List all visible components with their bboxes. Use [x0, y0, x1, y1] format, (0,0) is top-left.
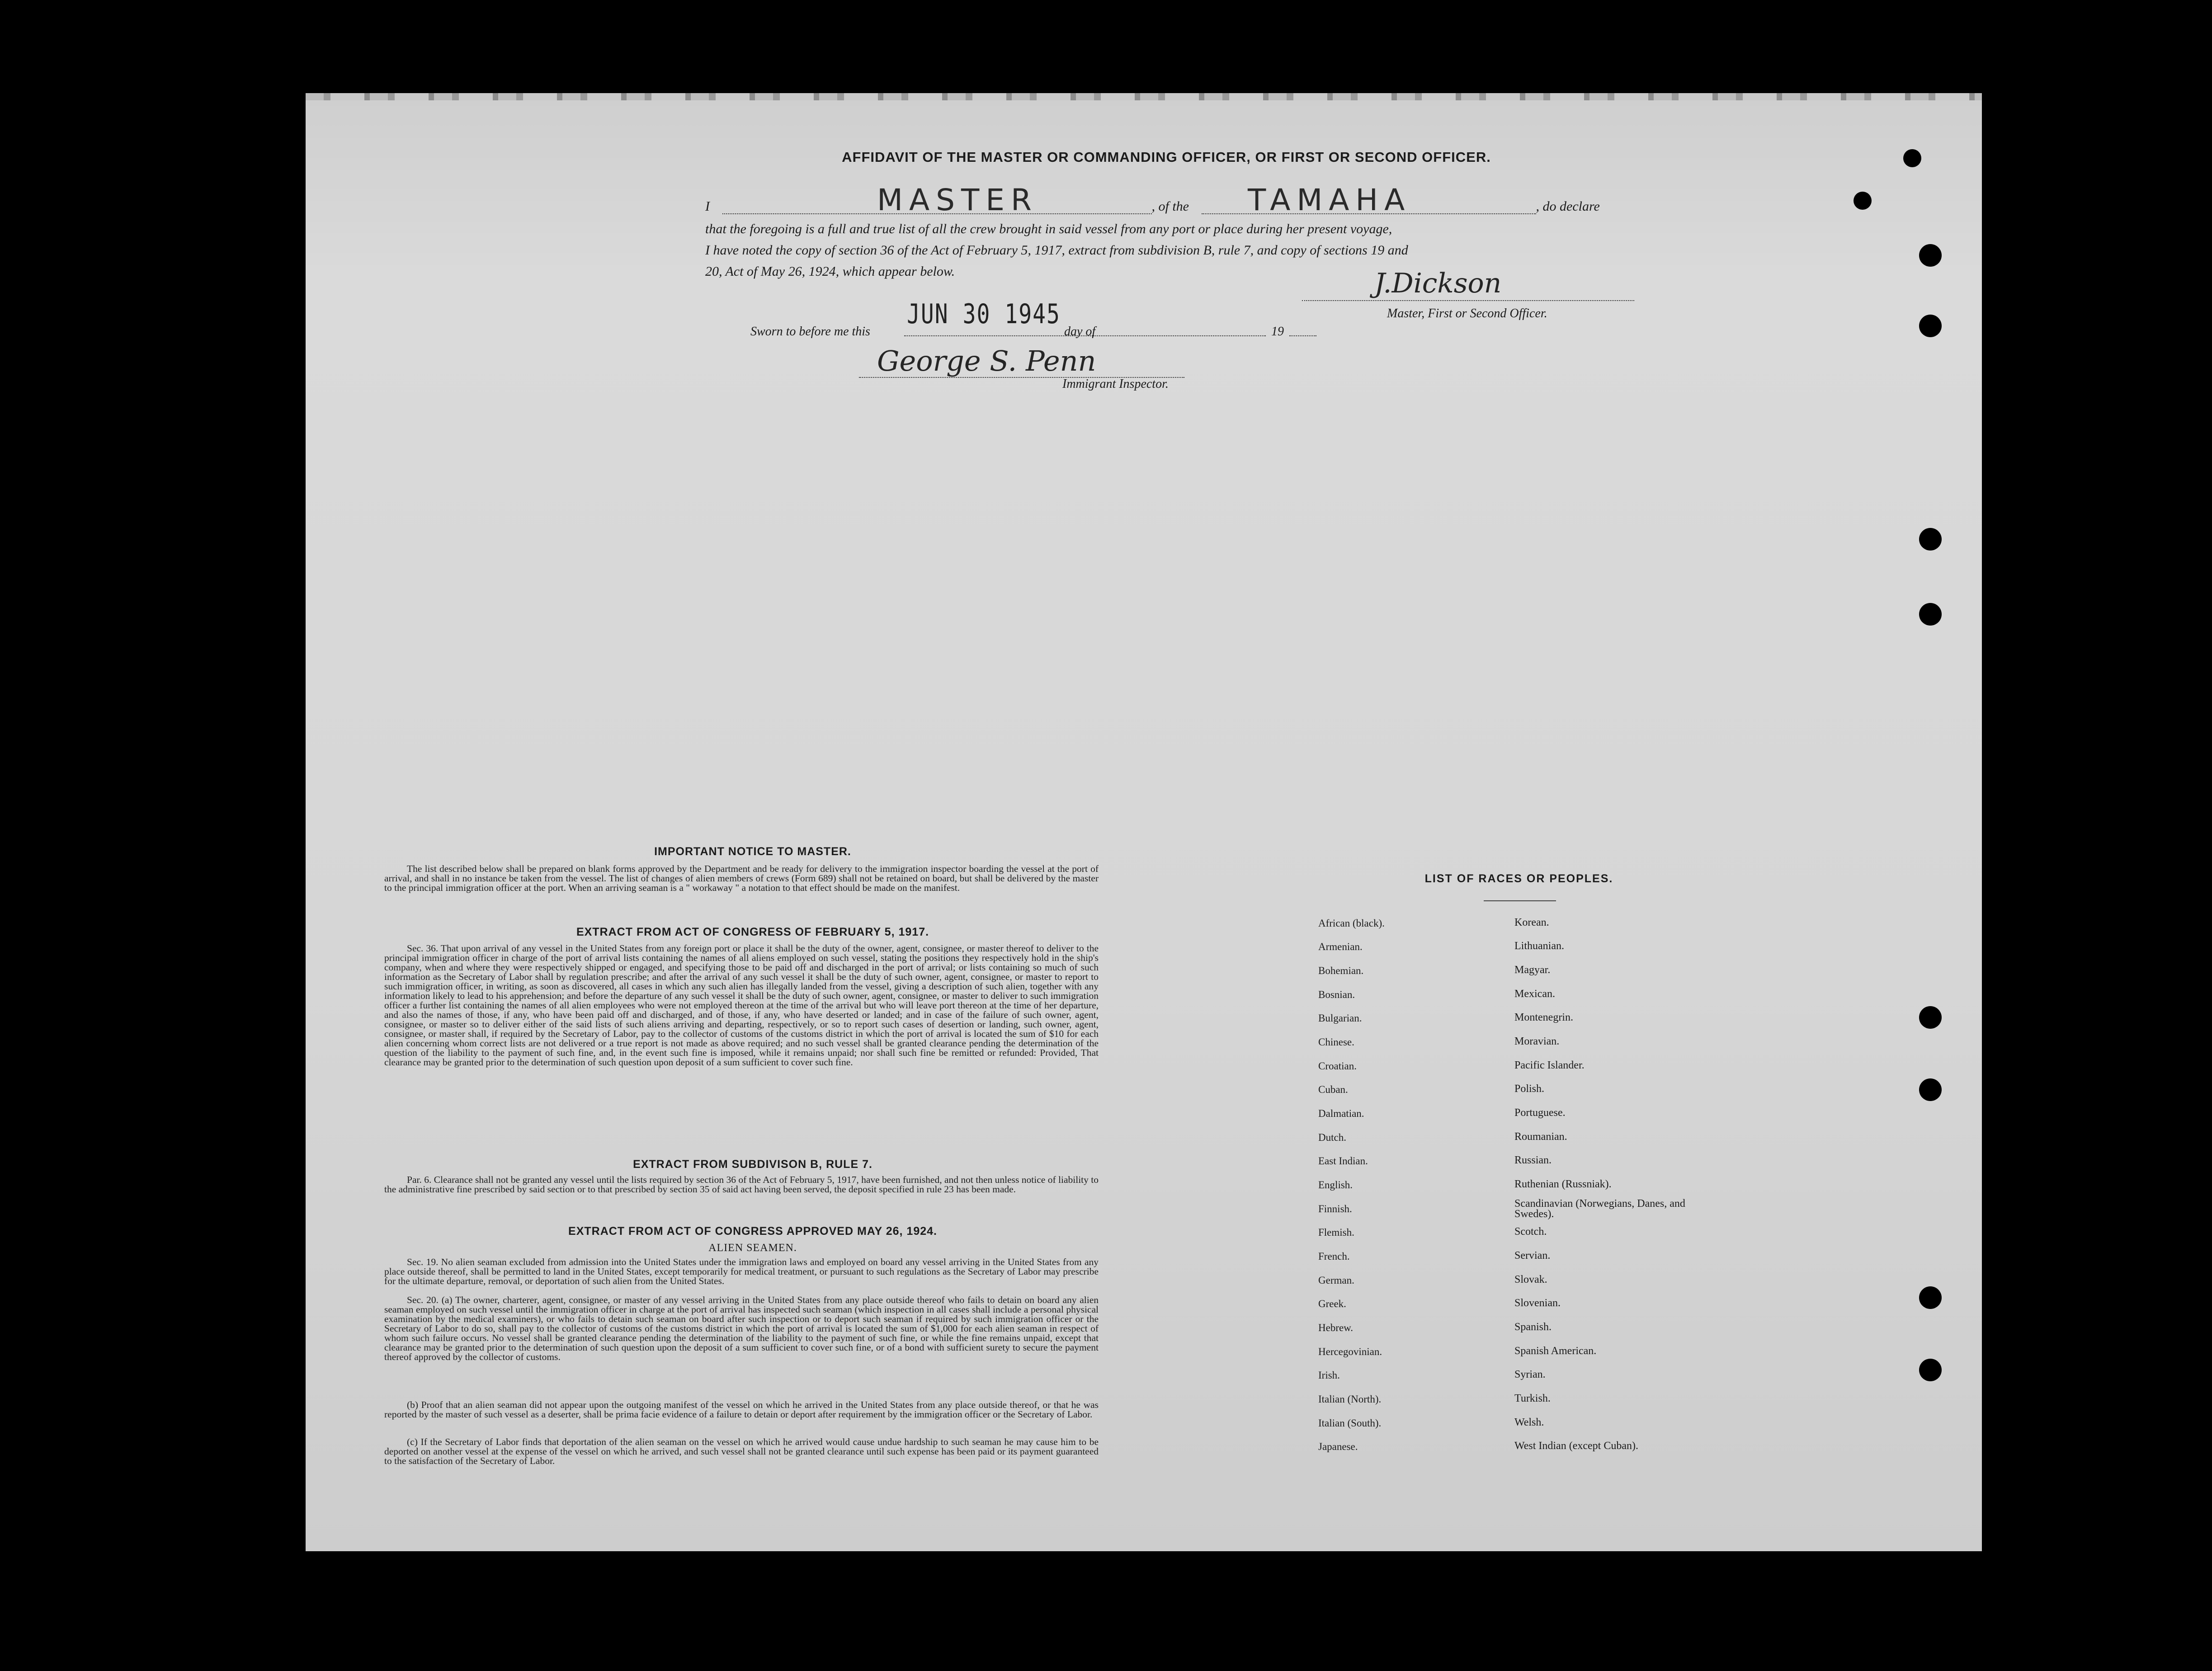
section-20c-text: (c) If the Secretary of Labor finds that deportation of the alien seaman on the vessel on which he arrived would cause undue hardship to such seaman he may cause him to be deported on another vessel at the expense of the vessel on which he arrived, and such vessel shall not be granted clearance until such expense has been paid or its payment guaranteed to the satisfaction of the Secretary of Labor. — [384, 1436, 1099, 1466]
race-right-item: Portuguese. — [1514, 1107, 1566, 1119]
punch-hole — [1919, 528, 1942, 551]
race-right-item: Lithuanian. — [1514, 940, 1564, 952]
affidavit-of-the: , of the — [1151, 199, 1189, 214]
master-signature: J.Dickson — [1374, 268, 1502, 299]
race-right-item: Scandinavian (Norwegians, Danes, and Swedes). — [1514, 1198, 1685, 1220]
punch-hole — [1919, 1006, 1942, 1029]
affidavit-title: AFFIDAVIT OF THE MASTER OR COMMANDING OFFICER, OR FIRST OR SECOND OFFICER. — [842, 149, 1491, 165]
master-caption: Master, First or Second Officer. — [1387, 306, 1547, 320]
inspector-caption: Immigrant Inspector. — [1062, 377, 1169, 391]
race-right-item: Ruthenian (Russniak). — [1514, 1178, 1612, 1190]
affidavit-line-2: that the foregoing is a full and true list of all the crew brought in said vessel from any port or place during her present voyage, — [705, 221, 1392, 236]
race-right-item: Scotch. — [1514, 1226, 1547, 1238]
race-left-item: Hercegovinian. — [1318, 1346, 1382, 1357]
race-left-item: Hebrew. — [1318, 1322, 1354, 1333]
race-right-item: Polish. — [1514, 1083, 1545, 1095]
year-line — [1289, 335, 1316, 336]
alien-seamen-heading: ALIEN SEAMEN. — [708, 1242, 797, 1254]
race-right-item: Spanish. — [1514, 1321, 1552, 1333]
race-right-item: Servian. — [1514, 1250, 1551, 1261]
race-left-item: Dalmatian. — [1318, 1108, 1364, 1119]
race-right-item: Montenegrin. — [1514, 1012, 1573, 1023]
affidavit-line-3: I have noted the copy of section 36 of the Act of February 5, 1917, extract from subdivision B, rule 7, and copy of sections 19 and — [705, 243, 1408, 258]
paragraph-6-text: Par. 6. Clearance shall not be granted any vessel until the lists required by section 36 of the Act of February 5, 1917, have been furnished, and not then unless notice of liability to the administrative fine prescribed by said section or to that prescribed by section 35 of said act having been served, the deposit specified in rule 23 has been made. — [384, 1174, 1099, 1195]
races-title-rule — [1484, 900, 1556, 901]
race-left-item: Chinese. — [1318, 1036, 1354, 1048]
extract-1924-title: EXTRACT FROM ACT OF CONGRESS APPROVED MAY 26, 1924. — [568, 1225, 937, 1238]
section-36-text: Sec. 36. That upon arrival of any vessel in the United States from any foreign port or place it shall be the duty of the owner, agent, consignee, or master thereof to deliver to the principal immigration officer in charge of the port of arrival lists containing the names of all aliens employed on such vessel, stating the positions they respectively hold in the ship's company, when and where they were respectively shipped or engaged, and specifying those to be paid off and discharged in the port of arrival; or lists containing so much of such information as the Secretary of Labor shall by regulation prescribe; and after the arrival of any such vessel it shall be the duty of such owner, agent, consignee, or master to report to such immigration officer, in writing, as soon as discovered, all cases in which any such alien has illegally landed from the vessel, giving a description of such alien, together with any information likely to lead to his apprehension; and before the departure of any such vessel it shall be the duty of such owner, agent, consignee, or master to deliver to such immigration officer a further list containing the names of all alien employees who were not employed thereon at the time of the arrival but who will leave port thereon at the time of her departure, and also the names of those, if any, who have been paid off and discharged, and of those, if any, who have deserted or landed; and in case of the failure of such owner, agent, consignee, or master so to deliver either of the said lists of such aliens arriving and departing, respectively, or so to report such cases of desertion or landing, such owner, agent, consignee, or master shall, if required by the Secretary of Labor, pay to the collector of customs of the customs district in which the port of arrival is located the sum of $10 for each alien concerning whom correct lists are not delivered or a true report is not made as above required; and no such vessel shall be granted clearance pending the determination of the question of the liability to the payment of such fine, and, in the event such fine is imposed, while it remains unpaid; nor shall such fine be remitted or refunded: Provided, That clearance may be granted prior to the determination of such question upon deposit of a sum sufficient to cover such fine. — [384, 943, 1099, 1068]
race-right-item: Roumanian. — [1514, 1131, 1567, 1143]
race-left-item: German. — [1318, 1275, 1354, 1286]
race-left-item: Italian (North). — [1318, 1393, 1382, 1405]
race-left-item: Dutch. — [1318, 1132, 1346, 1143]
sworn-text: Sworn to before me this — [750, 325, 870, 339]
punch-hole — [1903, 149, 1921, 167]
affidavit-i: I — [705, 199, 710, 214]
affidavit-do-declare: , do declare — [1536, 199, 1600, 214]
race-right-item: West Indian (except Cuban). — [1514, 1440, 1638, 1452]
race-left-item: Cuban. — [1318, 1084, 1348, 1095]
race-right-item: Korean. — [1514, 917, 1549, 928]
extract-1917-title: EXTRACT FROM ACT OF CONGRESS OF FEBRUARY 5, 1917. — [576, 926, 929, 938]
extract-rule7-title: EXTRACT FROM SUBDIVISON B, RULE 7. — [633, 1158, 873, 1171]
race-left-item: English. — [1318, 1179, 1353, 1191]
race-right-item: Welsh. — [1514, 1417, 1544, 1428]
race-right-item: Pacific Islander. — [1514, 1059, 1585, 1071]
affidavit-line-1 — [705, 199, 1637, 214]
race-right-item: Syrian. — [1514, 1369, 1546, 1380]
race-right-item: Russian. — [1514, 1154, 1552, 1166]
handwritten-vessel: TAMAHA — [1248, 183, 1411, 217]
race-left-item: Bosnian. — [1318, 989, 1355, 1000]
race-right-item: Magyar. — [1514, 964, 1551, 976]
race-left-item: Finnish. — [1318, 1203, 1352, 1214]
race-left-item: Irish. — [1318, 1370, 1340, 1381]
punch-hole — [1919, 244, 1942, 267]
race-left-item: Italian (South). — [1318, 1417, 1382, 1429]
notice-intro: The list described below shall be prepared on blank forms approved by the Department and be ready for delivery to the immigration inspector boarding the vessel at the port of arrival, and shall in no instance be taken from the vessel. The list of changes of alien members of crews (Form 689) shall not be retained on board, but shall be delivered by the master to the principal immigration officer at the port. When an arriving seaman is a " workaway " a notation to that effect should be made on the manifest. — [384, 863, 1099, 893]
notice-title: IMPORTANT NOTICE TO MASTER. — [654, 845, 851, 858]
punch-hole — [1919, 1286, 1942, 1309]
section-20b-text: (b) Proof that an alien seaman did not appear upon the outgoing manifest of the vessel on which he arrived in the United States from any place outside thereof, or that he was reported by the master of such vessel as a deserter, shall be prima facie evidence of a failure to detain or deport after requirement by the immigration officer or the Secretary of Labor. — [384, 1399, 1099, 1420]
race-left-item: Greek. — [1318, 1298, 1346, 1309]
race-right-item: Turkish. — [1514, 1393, 1551, 1404]
race-right-item: Moravian. — [1514, 1036, 1560, 1047]
section-19-text: Sec. 19. No alien seaman excluded from admission into the United States under the immigration laws and employed on board any vessel arriving in the United States from any place outside thereof, shall be permitted to land in the United States, except temporarily for medical treatment, or pursuant to such regulations as the Secretary of Labor may prescribe for the ultimate departure, removal, or deportation of such alien from the United States. — [384, 1257, 1099, 1286]
punch-hole — [1919, 1359, 1942, 1381]
race-left-item: African (black). — [1318, 918, 1385, 929]
date-stamp: JUN 30 1945 — [907, 298, 1061, 330]
race-left-item: East Indian. — [1318, 1155, 1368, 1167]
punch-hole — [1919, 603, 1942, 626]
race-right-item: Slovak. — [1514, 1274, 1547, 1285]
master-signature-line — [1302, 300, 1634, 301]
day-of: day of — [1064, 325, 1096, 339]
section-20a-text: Sec. 20. (a) The owner, charterer, agent, consignee, or master of any vessel arriving in the United States from any place outside thereof who fails to detain on board any alien seaman employed on such vessel until the immigration officer in charge at the port of arrival has inspected such seaman (which inspection in all cases shall include a personal physical examination by the medical examiners), or who fails to detain such seaman on board after such inspection or to deport such seaman if required by such immigration officer or the Secretary of Labor to do so, shall pay to the collector of customs of the customs district in which the port of arrival is located the sum of $1,000 for each alien seaman in respect of whom such failure occurs. No vessel shall be granted clearance pending the determination of the liability to the payment of such fine, or while the fine remains unpaid, except that clearance may be granted prior to the determination of such question upon the deposit of a sum sufficient to cover such fine, or of a bond with sufficient surety to secure the payment thereof approved by the collector of customs. — [384, 1294, 1099, 1362]
handwritten-rank: MASTER — [877, 183, 1038, 217]
race-right-item: Slovenian. — [1514, 1297, 1561, 1309]
race-left-item: French. — [1318, 1251, 1350, 1262]
year-prefix: 19 — [1271, 325, 1284, 339]
punch-hole — [1919, 315, 1942, 337]
race-left-item: Bulgarian. — [1318, 1012, 1362, 1024]
race-left-item: Flemish. — [1318, 1227, 1354, 1238]
races-title: LIST OF RACES OR PEOPLES. — [1424, 872, 1613, 885]
race-left-item: Armenian. — [1318, 941, 1363, 952]
race-left-item: Croatian. — [1318, 1060, 1357, 1072]
race-right-item: Mexican. — [1514, 988, 1555, 1000]
inspector-signature: George S. Penn — [877, 344, 1096, 377]
race-left-item: Japanese. — [1318, 1441, 1358, 1452]
affidavit-line-4: 20, Act of May 26, 1924, which appear below. — [705, 264, 955, 279]
punch-hole — [1854, 192, 1872, 210]
punch-hole — [1919, 1078, 1942, 1101]
race-left-item: Bohemian. — [1318, 965, 1364, 976]
race-right-item: Spanish American. — [1514, 1345, 1597, 1357]
